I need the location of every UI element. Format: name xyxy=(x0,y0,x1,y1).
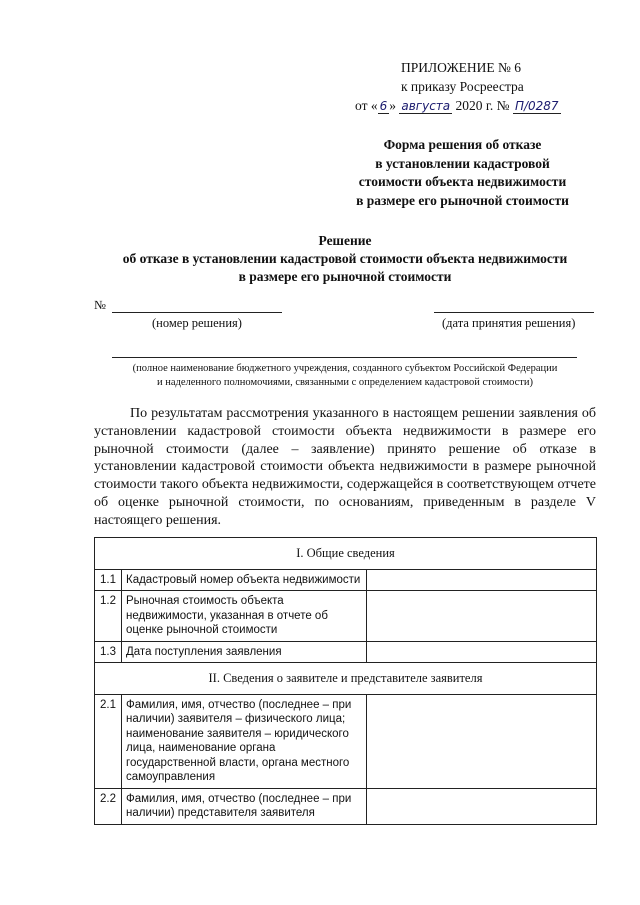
date-day: 6 xyxy=(379,99,388,113)
date-month: августа xyxy=(401,99,451,113)
form-title-line: в размере его рыночной стоимости xyxy=(356,192,569,208)
info-table xyxy=(94,537,597,825)
section-heading: I. Общие сведения xyxy=(95,538,597,570)
table-row xyxy=(95,694,597,788)
row-label: Рыночная стоимость объекта недвижимости, указанная в отчете об оценке рыночной стоимости xyxy=(122,591,367,642)
appendix-title: ПРИЛОЖЕНИЕ № 6 xyxy=(401,60,522,75)
row-number: 1.2 xyxy=(95,591,122,642)
order-number: П/0287 xyxy=(514,99,559,113)
decision-heading: Решение xyxy=(318,233,372,248)
date-caption: (дата принятия решения) xyxy=(442,316,576,330)
decision-subheading: в размере его рыночной стоимости xyxy=(238,269,452,284)
row-label: Дата поступления заявления xyxy=(122,641,367,663)
appendix-order: к приказу Росреестра xyxy=(401,79,524,94)
row-number: 2.2 xyxy=(95,788,122,824)
number-date-row xyxy=(94,298,599,338)
number-sign: № xyxy=(94,298,106,312)
row-label: Кадастровый номер объекта недвижимости xyxy=(122,569,367,591)
row-number: 1.1 xyxy=(95,569,122,591)
row-value[interactable] xyxy=(367,694,597,788)
decision-subheading: об отказе в установлении кадастровой стоимости объекта недвижимости xyxy=(122,251,568,266)
row-number: 2.1 xyxy=(95,694,122,788)
organization-field[interactable] xyxy=(112,357,577,358)
row-value[interactable] xyxy=(367,641,597,663)
organization-caption-line: (полное наименование бюджетного учреждения, созданного субъектом Российской Федерации xyxy=(132,363,558,374)
number-caption: (номер решения) xyxy=(152,316,242,330)
section-heading: II. Сведения о заявителе и представителе заявителя xyxy=(95,663,597,695)
number-field[interactable] xyxy=(112,312,282,313)
row-label: Фамилия, имя, отчество (последнее – при наличии) представителя заявителя xyxy=(122,788,367,824)
date-year: 2020 г. № xyxy=(455,98,510,113)
form-title xyxy=(330,136,595,210)
table-row xyxy=(95,591,597,642)
decision-title xyxy=(80,232,610,286)
row-value[interactable] xyxy=(367,591,597,642)
date-mid: » xyxy=(389,98,396,113)
organization-caption xyxy=(90,362,600,390)
row-value[interactable] xyxy=(367,569,597,591)
row-value[interactable] xyxy=(367,788,597,824)
section-row xyxy=(95,663,597,695)
table-row xyxy=(95,569,597,591)
form-title-line: стоимости объекта недвижимости xyxy=(358,174,567,189)
table-row xyxy=(95,641,597,663)
date-field[interactable] xyxy=(434,312,594,313)
table-row xyxy=(95,788,597,824)
date-prefix: от « xyxy=(355,98,378,113)
appendix-header xyxy=(355,58,595,116)
row-number: 1.3 xyxy=(95,641,122,663)
body-paragraph: По результатам рассмотрения указанного в настоящем решении заявления об установлении кадастровой стоимости объекта недвижимости в размере его рыночной стоимости (далее – заявление) принято решение об отказе в установлении кадастровой стоимости объекта недвижимости в размере рыночной стоимости такого объекта недвижимости, содержащейся в соответствующем отчете об оценке рыночной стоимости, по основаниям, приведенным в разделе V настоящего решения. xyxy=(94,406,596,528)
form-title-line: Форма решения об отказе xyxy=(383,137,542,152)
appendix-date xyxy=(355,96,595,116)
form-title-line: в установлении кадастровой xyxy=(375,155,550,171)
row-label: Фамилия, имя, отчество (последнее – при наличии) заявителя – физического лица; наименование заявителя – юридического лица, наименование органа государственной власти, органа местного самоуправления xyxy=(122,694,367,788)
section-row xyxy=(95,538,597,570)
organization-caption-line: и наделенного полномочиями, связанными с определением кадастровой стоимости) xyxy=(156,377,533,388)
